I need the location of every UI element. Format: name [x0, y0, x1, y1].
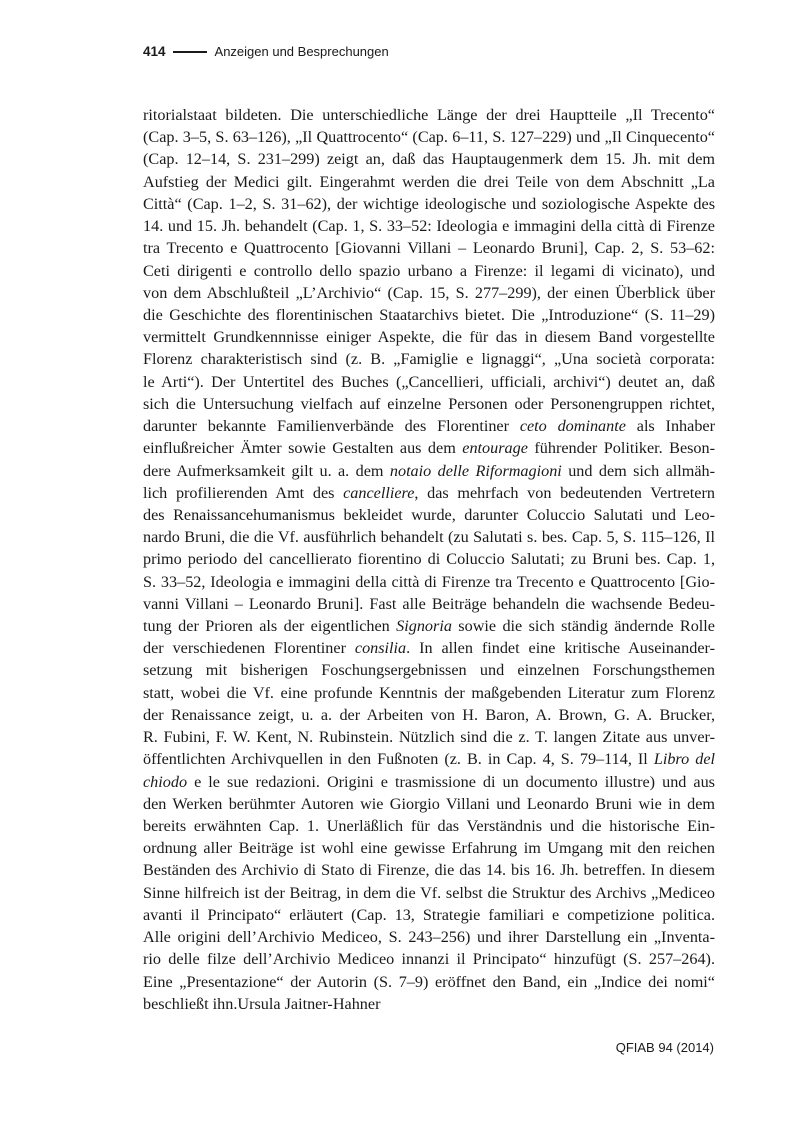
text-line [143, 815, 715, 837]
closing-line [143, 993, 715, 1015]
text-run: . In allen findet eine kritische Auseinander- [406, 639, 715, 658]
text-line [143, 326, 715, 348]
text-run: le Arti“). Der Untertitel des Buches („Cancellieri, ufficiali, archivi“) deutet an, daß [143, 372, 715, 391]
text-run: und dem sich allmäh- [561, 461, 716, 480]
text-run: öffentlichten Archivquellen in den Fußnoten (z. B. in Cap. 4, S. 79–114, Il [143, 750, 654, 769]
italic-term: Libro del [653, 750, 715, 769]
text-line [143, 859, 715, 881]
text-line [143, 704, 715, 726]
review-body-text [143, 104, 715, 1015]
text-line [143, 615, 715, 637]
text-run: statt, wobei die Vf. eine profunde Kenntnis der maßgebenden Literatur zum Florenz [143, 683, 715, 702]
text-run: dere Aufmerksamkeit gilt u. a. dem [143, 461, 390, 480]
italic-term: chiodo [143, 772, 188, 791]
italic-term: consilia [354, 639, 407, 658]
text-line [143, 304, 715, 326]
text-line [143, 460, 715, 482]
text-run: R. Fubini, F. W. Kent, N. Rubinstein. Nützlich sind die z. T. langen Zitate aus unver- [143, 728, 715, 747]
text-run: S. 33–52, Ideologia e immagini della città di Firenze tra Trecento e Quattrocento [Gio- [143, 572, 715, 591]
text-line [143, 171, 715, 193]
text-line [143, 726, 715, 748]
text-run: (Cap. 12–14, S. 231–299) zeigt an, daß das Hauptaugenmerk dem 15. Jh. mit dem [143, 150, 715, 169]
text-line [143, 926, 715, 948]
text-run: vanni Villani – Leonardo Bruni]. Fast alle Beiträge behandeln die wachsende Bedeu- [143, 594, 715, 613]
text-line [143, 593, 715, 615]
text-line [143, 126, 715, 148]
italic-term: cancelliere [343, 483, 415, 502]
text-run: darunter bekannte Familienverbände des Florentiner [143, 417, 520, 436]
text-run: Florenz charakteristisch sind (z. B. „Famiglie e lignaggi“, „Una società corporata: [143, 350, 715, 369]
text-line [143, 148, 715, 170]
text-run: Beständen des Archivio di Stato di Firenze, die das 14. bis 16. Jh. betreffen. In diesem [143, 861, 715, 880]
text-line [143, 948, 715, 970]
text-line [143, 971, 715, 993]
text-run: 14. und 15. Jh. behandelt (Cap. 1, S. 33–52: Ideologia e immagini della città di Firenze [143, 217, 715, 236]
text-run: primo periodo del cancellierato fiorentino di Coluccio Salutati; zu Bruni bes. Cap. 1, [143, 550, 715, 569]
text-line [143, 393, 715, 415]
text-run: nardo Bruni, die die Vf. ausführlich behandelt (zu Salutati s. bes. Cap. 5, S. 115–126, Il [143, 528, 715, 547]
italic-term: entourage [462, 439, 528, 458]
text-line [143, 504, 715, 526]
text-line [143, 215, 715, 237]
text-line [143, 548, 715, 570]
text-run: vermittelt Grundkennnisse einiger Aspekte, die für das in diesem Band vorgestellte [143, 328, 715, 347]
text-line [143, 526, 715, 548]
text-run: lich profilierenden Amt des [143, 483, 344, 502]
text-run: e le sue redazioni. Origini e trasmissione di un documento illustre) und aus [187, 772, 715, 791]
text-line [143, 237, 715, 259]
text-line [143, 482, 715, 504]
text-run: Città“ (Cap. 1–2, S. 31–62), der wichtige ideologische und soziologische Aspekte des [143, 194, 715, 213]
text-run: rio delle filze dell’Archivio Mediceo innanzi il Principato“ hinzufügt (S. 257–264). [143, 950, 715, 969]
text-run: als Inhaber [625, 417, 715, 436]
text-run: die Geschichte des florentinischen Staatarchivs bietet. Die „Introduzione“ (S. 11–29) [143, 305, 715, 324]
text-run: des Renaissancehumanismus bekleidet wurde, darunter Coluccio Salutati und Leo- [143, 505, 715, 524]
running-header [143, 44, 389, 59]
closing-text: beschließt ihn. [143, 994, 238, 1013]
text-run: der verschiedenen Florentiner [143, 639, 355, 658]
text-line [143, 371, 715, 393]
text-line [143, 882, 715, 904]
text-run: ordnung aller Beiträge ist wohl eine gewisse Erfahrung im Umgang mit den reichen [143, 839, 715, 858]
text-run: Ceti dirigenti e controllo dello spazio urbano a Firenze: il legami di vicinato), und [143, 261, 715, 280]
review-author: Ursula Jaitner-Hahner [237, 994, 381, 1013]
text-line [143, 571, 715, 593]
section-title: Anzeigen und Besprechungen [214, 44, 389, 59]
text-run: , das mehrfach von bedeutenden Vertretern [414, 483, 715, 502]
text-run: sich die Untersuchung vielfach auf einzelne Personen oder Personengruppen richtet, [143, 394, 715, 413]
italic-term: ceto dominante [519, 417, 626, 436]
italic-term: notaio delle Riformagioni [389, 461, 562, 480]
text-line [143, 260, 715, 282]
text-line [143, 659, 715, 681]
text-run: tra Trecento e Quattrocento [Giovanni Villani – Leonardo Bruni], Cap. 2, S. 53–62: [143, 239, 715, 258]
journal-footer: QFIAB 94 (2014) [615, 1040, 714, 1055]
text-line [143, 793, 715, 815]
italic-term: Signoria [396, 617, 452, 636]
text-line [143, 637, 715, 659]
text-run: avanti il Principato“ erläutert (Cap. 13, Strategie familiari e competizione politica. [143, 905, 715, 924]
text-run: Sinne hilfreich ist der Beitrag, in dem die Vf. selbst die Struktur des Archivs „Mediceo [143, 883, 715, 902]
text-run: der Renaissance zeigt, u. a. der Arbeiten von H. Baron, A. Brown, G. A. Brucker, [143, 705, 715, 724]
text-line [143, 282, 715, 304]
text-run: Aufstieg der Medici gilt. Eingerahmt werden die drei Teile von dem Abschnitt „La [143, 172, 715, 191]
header-rule [173, 51, 207, 53]
text-run: setzung mit bisherigen Foschungsergebnissen und einzelnen Forschungsthemen [143, 661, 715, 680]
text-run: sowie die sich ständig ändernde Rolle [451, 617, 715, 636]
text-line [143, 682, 715, 704]
text-line [143, 771, 715, 793]
text-run: Eine „Presentazione“ der Autorin (S. 7–9) eröffnet den Band, ein „Indice dei nomi“ [143, 972, 715, 991]
text-run: einflußreicher Ämter sowie Gestalten aus dem [143, 439, 463, 458]
text-line [143, 193, 715, 215]
text-line [143, 415, 715, 437]
text-line [143, 437, 715, 459]
text-run: führender Politiker. Beson- [527, 439, 716, 458]
text-line [143, 348, 715, 370]
text-run: von dem Abschlußteil „L’Archivio“ (Cap. 15, S. 277–299), der einen Überblick über [143, 283, 715, 302]
text-run: (Cap. 3–5, S. 63–126), „Il Quattrocento“ (Cap. 6–11, S. 127–229) und „Il Cinquecento“ [143, 128, 715, 147]
text-line [143, 104, 715, 126]
text-line [143, 748, 715, 770]
text-run: tung der Prioren als der eigentlichen [143, 617, 397, 636]
text-run: Alle origini dell’Archivio Mediceo, S. 243–256) und ihrer Darstellung ein „Inventa- [143, 928, 715, 947]
text-line [143, 837, 715, 859]
text-run: bereits erwähnten Cap. 1. Unerläßlich für das Verständnis und die historische Ein- [143, 817, 715, 835]
text-run: den Werken berühmter Autoren wie Giorgio Villani und Leonardo Bruni wie in dem [143, 794, 715, 813]
text-line [143, 904, 715, 926]
page-number: 414 [143, 44, 166, 59]
text-run: ritorialstaat bildeten. Die unterschiedliche Länge der drei Hauptteile „Il Trecento“ [143, 106, 715, 124]
